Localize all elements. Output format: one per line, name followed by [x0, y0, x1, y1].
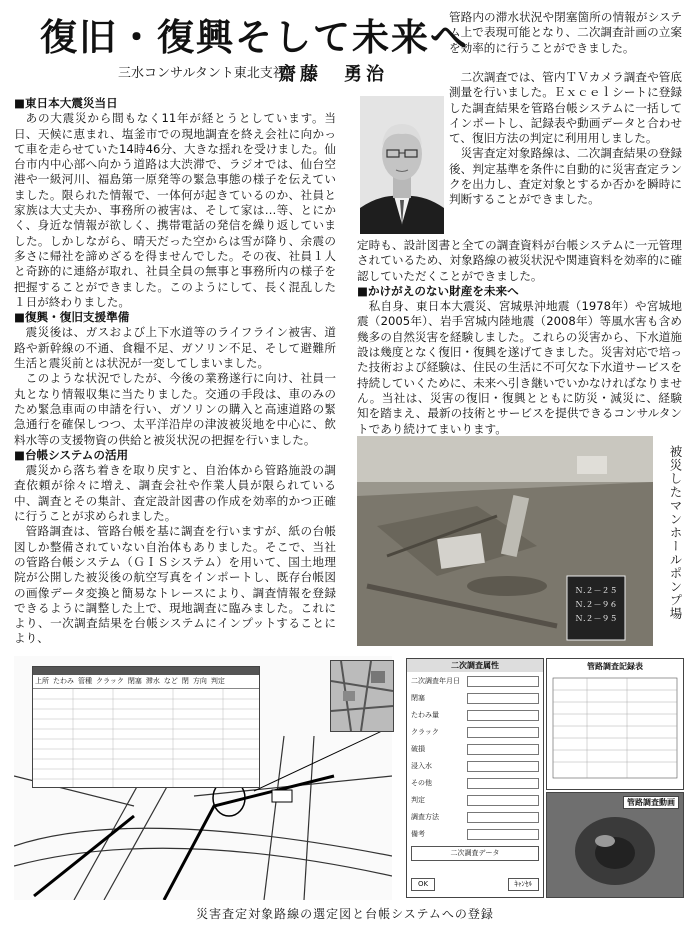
page-title: 復旧・復興そして未来へ [40, 16, 469, 59]
table-header-cell: など [163, 677, 178, 685]
table-header-cell: 閉 [181, 677, 189, 685]
form-ok-button[interactable]: OK [411, 878, 435, 891]
survey-form-window [406, 658, 544, 898]
right-column-top [449, 10, 682, 56]
table-header-cell: 管種 [78, 677, 92, 685]
form-row [411, 710, 539, 721]
form-field-input[interactable] [467, 829, 539, 840]
gis-table-window [32, 666, 260, 788]
form-row [411, 693, 539, 704]
form-field-label: その他 [411, 779, 432, 787]
form-field-input[interactable] [467, 676, 539, 687]
pump-label-3: Ｎ.２－９５ [575, 614, 618, 623]
survey-video-window [546, 792, 684, 898]
table-header-cell: 判定 [210, 677, 225, 685]
section-heading: ■復興・復旧支援準備 [14, 310, 130, 325]
pump-photo-caption: 被災したマンホールポンプ場 [668, 445, 683, 621]
survey-form-title: 二次調査属性 [407, 659, 543, 672]
aerial-photo-inset [330, 660, 394, 732]
survey-form-fields [407, 672, 543, 861]
author-name: 齋藤 勇治 [278, 64, 388, 85]
form-field-input[interactable] [467, 693, 539, 704]
body-paragraph: 震災から落ち着きを取り戻すと、自治体から管路施設の調査依頼が徐々に増え、調査会社や作業人員が限られている中、調査とその集計、査定設計図書の作成を効率的かつ正確に行うことが求められました。 [14, 463, 336, 524]
form-field-label: 判定 [411, 796, 425, 804]
body-paragraph: このような状況でしたが、今後の業務遂行に向け、社員一丸となり情報収集に当たりました。交通の手段は、車のみのため緊急車両の申請を行い、ガソリンの購入と高速道路の緊急通行を確保しつつ、太平洋沿岸の津波被災地を中心に、飲料水等の支援物資の供給と被災状況の把握を行いました。 [14, 371, 336, 447]
author-company: 三水コンサルタント東北支社 [118, 66, 286, 81]
table-header-cell: 上所 [35, 677, 49, 685]
form-field-input[interactable] [467, 778, 539, 789]
left-column [14, 96, 336, 647]
right-top-paragraph: 管路内の滞水状況や閉塞箇所の情報がシステム上で表現可能となり、二次調査計画の立案を効率的に行うことができました。 [449, 10, 682, 55]
form-field-label: 調査方法 [411, 813, 439, 821]
form-row [411, 676, 539, 687]
table-header-cell: クラック [96, 677, 124, 685]
section-heading: ■東日本大震災当日 [14, 96, 118, 110]
right-mid-paragraph-2: 災害査定対象路線は、二次調査結果の登録後、判定基準を条件に自動的に災害査定ランクを出力し、査定対象とするか否かを瞬時に判断することができました。 [449, 146, 682, 207]
table-header-cell: 滞水 [145, 677, 160, 685]
gis-table-header [33, 675, 259, 689]
table-header-cell: 方向 [192, 677, 207, 685]
section-heading: ■かけがえのない財産を未来へ [357, 283, 519, 298]
form-field-input[interactable] [467, 795, 539, 806]
body-paragraph: あの大震災から間もなく11年が経とうとしています。当日、天候に恵まれ、塩釜市での現地調査を終え会社に向かって車を走らせていた14時46分、大きな揺れを受けました。仙台市内中心部へ向かう道路は大渋滞で、ラジオでは、仙台空港や一級河川、福島第一原発等の緊急事態の様子を伝えていました。限られた情報で、一体何が起きているのか、社員と家族は大丈夫か、事務所の被害は、そして家は…等、とにかく、身近な情報が欲しく、携帯電話の発信を繰り返していました。しかしながら、晴天だった空からは雪が降り、余震の多さに帰社を諦めざるを得ませんでした。その夜、社員１人と奇跡的に連絡が取れ、社員全員の無事と事務所内の様子を把握することができました。このようにして、長く混乱した１日が終わりました。 [14, 111, 336, 309]
right-column-mid [449, 70, 682, 208]
table-header-cell: 閉塞 [127, 677, 142, 685]
form-row [411, 727, 539, 738]
form-field-label: 浸入水 [411, 762, 432, 770]
right-mid-paragraph-1: 二次調査では、管内ＴＶカメラ調査や管底測量を行いました。Ｅｘｃｅｌシートに登録した調査結果を管路台帳システムに一括してインポートし、記録表や動画データと合わせて、復旧方法の判定に利用用しました。 [449, 70, 682, 146]
video-title: 管路調査動画 [623, 796, 679, 809]
pump-label-2: Ｎ.２－９６ [575, 600, 618, 609]
record-sheet-title: 管路調査記録表 [587, 662, 643, 671]
form-field-label: たわみ量 [411, 711, 439, 719]
pump-station-photo [357, 436, 653, 646]
form-field-label: 閉塞 [411, 694, 425, 702]
form-field-label: クラック [411, 728, 439, 736]
survey-record-sheet [546, 658, 684, 790]
form-row [411, 778, 539, 789]
figure-composite [14, 656, 682, 900]
body-paragraph: 私自身、東日本大震災、宮城県沖地震（1978年）や宮城地震（2005年）、岩手宮城内陸地震（2008年）等風水害も含め幾多の自然災害を経験しました。これらの災害から、下水道施設は幾度となく復旧・復興を遂げてきました。災害対応で培った技術および経験は、住民の生活に不可欠な下水道サービスを持続していくために、未来へ引き継いでいかなければなりません。当社は、災害の復旧・復興とともに防災・減災に、経験知を踏まえ、最新の技術とサービスを提供できるコンサルタントであり続けてまいります。 [357, 299, 682, 436]
form-field-label: 二次調査年月日 [411, 677, 460, 685]
form-field-input[interactable] [467, 710, 539, 721]
form-field-label: 破損 [411, 745, 425, 753]
form-field-input[interactable] [467, 761, 539, 772]
body-paragraph: 管路調査は、管路台帳を基に調査を行いますが、紙の台帳図しか整備されていない自治体もありました。そこで、当社の管路台帳システム（ＧＩＳシステム）を用いて、国土地理院が公開した被災後の航空写真をインポートし、既存台帳図の画像データ変換と簡易なトレースにより、調査情報を登録できるように調整した上で、現地調査に臨みました。これにより、一次調査結果を台帳システムにインプットすることにより、 [14, 524, 336, 646]
pump-label-1: Ｎ.２－２５ [575, 586, 618, 595]
form-field-input[interactable] [467, 727, 539, 738]
form-row [411, 795, 539, 806]
form-row [411, 812, 539, 823]
section-heading: ■台帳システムの活用 [14, 447, 129, 462]
form-cancel-button[interactable]: ｷｬﾝｾﾙ [508, 878, 540, 891]
body-paragraph: 震災後は、ガスおよび上下水道等のライフライン被害、道路や新幹線の不通、食糧不足、ガソリン不足、そして避難所生活と震災前とは状況が一変してしまいました。 [14, 325, 336, 371]
form-field-input[interactable] [467, 744, 539, 755]
form-data-button[interactable]: 二次調査データ [411, 846, 539, 861]
form-field-label: 備考 [411, 830, 425, 838]
author-photo [360, 96, 444, 234]
form-field-input[interactable] [467, 812, 539, 823]
right-column-bottom [357, 238, 682, 437]
table-header-cell: たわみ [53, 677, 74, 685]
form-row [411, 829, 539, 840]
figure-caption: 災害査定対象路線の選定図と台帳システムへの登録 [196, 907, 494, 921]
body-paragraph: 定時も、設計図書と全ての調査資料が台帳システムに一元管理されているため、対象路線の被災状況や関連資料を効率的に確認していただくことができました。 [357, 238, 682, 283]
form-row [411, 761, 539, 772]
form-row [411, 744, 539, 755]
